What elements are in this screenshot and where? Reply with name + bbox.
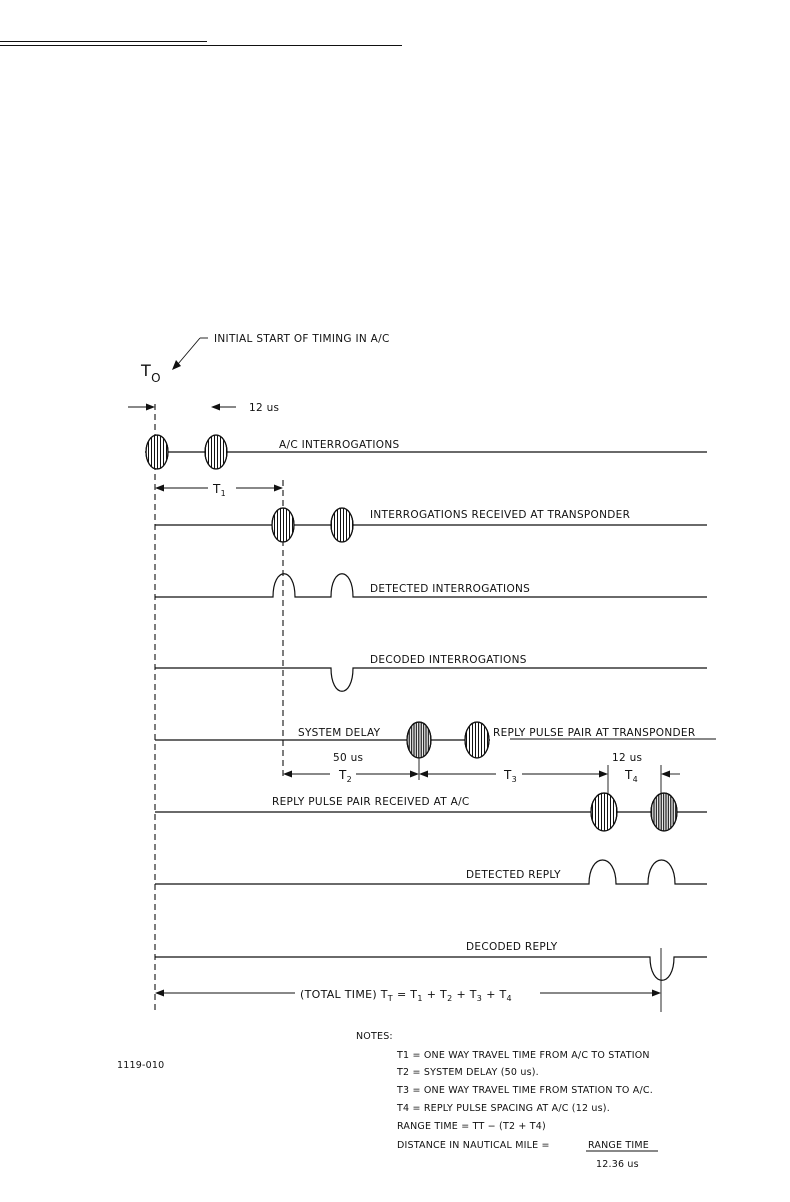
reply-transponder-pulse-1 (407, 722, 431, 758)
note-distance: DISTANCE IN NAUTICAL MILE = (397, 1140, 550, 1151)
decoded-interrogations-waveform (155, 668, 707, 691)
range-time-denominator: 12.36 us (596, 1159, 639, 1170)
spacing-12us-reply: 12 us (612, 752, 643, 764)
spacing-12us-top: 12 us (249, 402, 280, 414)
initial-start-label: INITIAL START OF TIMING IN A/C (214, 333, 390, 345)
decoded-reply-label: DECODED REPLY (466, 941, 558, 953)
reply-received-pulse-1 (591, 793, 617, 831)
t4-dimension-label: $T_4$ (625, 768, 639, 784)
figure-id: 1119-010 (117, 1060, 165, 1071)
received-pulse-2 (331, 508, 353, 542)
detected-interrogations-label: DETECTED INTERROGATIONS (370, 583, 531, 595)
t1-dimension-label: $T_1$ (213, 482, 227, 498)
reply-received-pulse-2 (651, 793, 677, 831)
delay-50us-label: 50 us (333, 752, 364, 764)
notes-title: NOTES: (356, 1031, 393, 1042)
t0-label: $T_O$ (141, 361, 161, 385)
ac-interrogations-label: A/C INTERROGATIONS (279, 439, 400, 451)
t2-dimension-label: $T_2$ (339, 768, 353, 784)
total-time-equation: (TOTAL TIME) $T_T = T_1 + T_2 + T_3 + T_4$ (300, 988, 512, 1003)
t3-dimension-label: $T_3$ (504, 768, 518, 784)
note-t4: T4 = REPLY PULSE SPACING AT A/C (12 us). (397, 1103, 610, 1114)
note-t2: T2 = SYSTEM DELAY (50 us). (397, 1067, 539, 1078)
reply-received-label: REPLY PULSE PAIR RECEIVED AT A/C (272, 796, 470, 808)
t0-leader-line (178, 338, 200, 364)
reply-pulse-pair-transponder-label: REPLY PULSE PAIR AT TRANSPONDER (493, 727, 696, 739)
reply-transponder-pulse-2 (465, 722, 489, 758)
received-pulse-1 (272, 508, 294, 542)
note-range-time: RANGE TIME = TT − (T2 + T4) (397, 1121, 546, 1132)
ac-pulse-2 (205, 435, 227, 469)
interrogations-received-label: INTERROGATIONS RECEIVED AT TRANSPONDER (370, 509, 631, 521)
range-time-numerator: RANGE TIME (588, 1140, 650, 1151)
decoded-reply-waveform (155, 957, 707, 980)
note-t1: T1 = ONE WAY TRAVEL TIME FROM A/C TO STATION (397, 1050, 650, 1061)
note-t3: T3 = ONE WAY TRAVEL TIME FROM STATION TO A/C. (397, 1085, 653, 1096)
decoded-interrogations-label: DECODED INTERROGATIONS (370, 654, 527, 666)
detected-reply-waveform (155, 860, 707, 884)
system-delay-label: SYSTEM DELAY (298, 727, 381, 739)
detected-reply-label: DETECTED REPLY (466, 869, 561, 881)
ac-pulse-1 (146, 435, 168, 469)
